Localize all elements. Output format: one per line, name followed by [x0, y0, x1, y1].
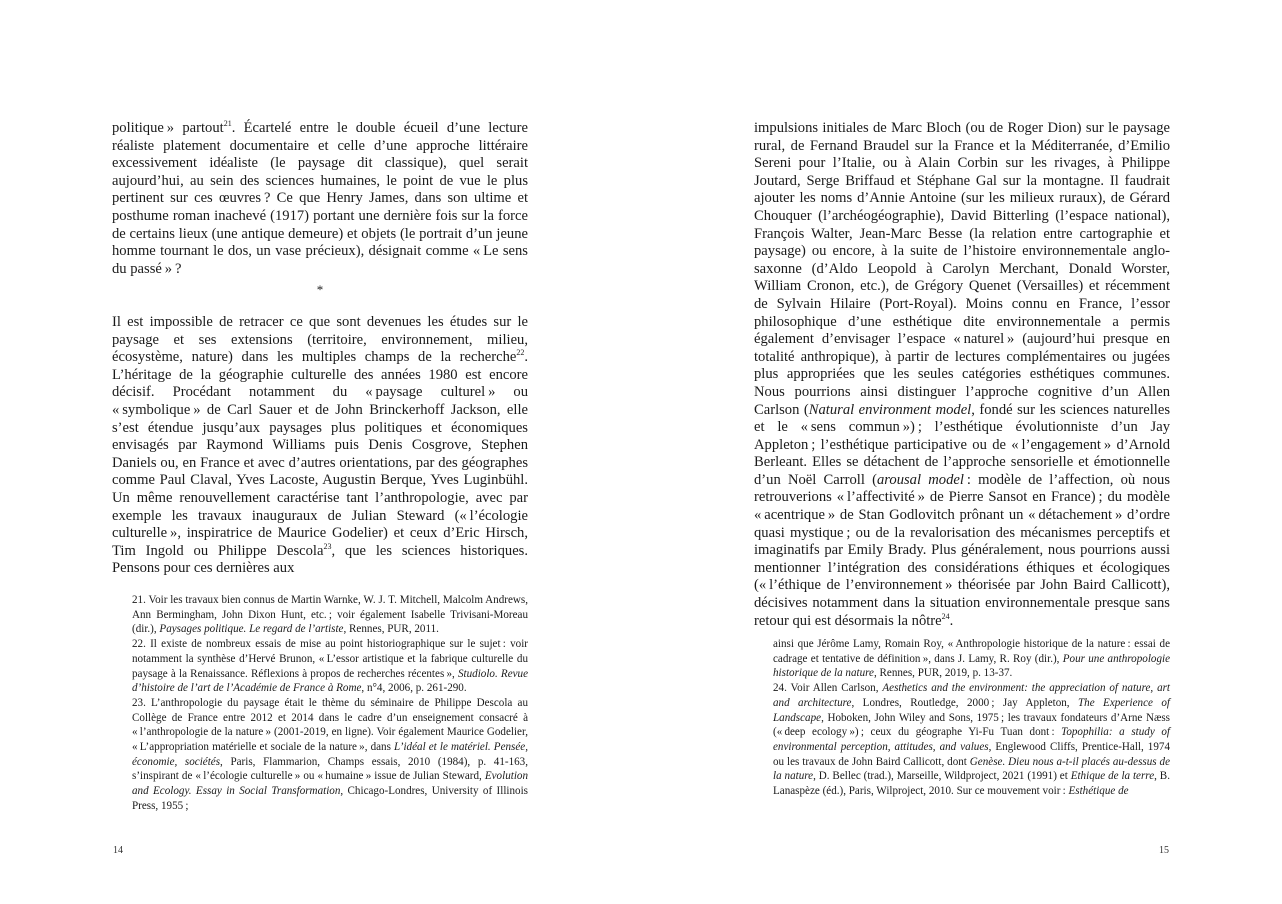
text-segment: : modèle de l’affection, où nous retrouverions « l’affectivité » de Pierre Sansot en France) ; du modèle « acentrique » de Stan Godlovitch prônant un « détachement » d’ordre quasi mystique ; ou de la revalorisation des mécanismes perceptifs et imaginatifs par Emily Brady. Plus généralement, nous pourrions aussi mentionner l’intégration des considérations éthiques et écologiques (« l’éthique de l’environnement » théorisée par John Baird Callicott), décisives notamment dans la situation environnementale presque sans retour qui est désormais la nôtre	[754, 471, 1171, 629]
footnote-23: 23. L’anthropologie du paysage était le thème du séminaire de Philippe Descola au Collège de France entre 2012 et 2014 dans le cadre d’un enseignement consacré à « l’anthropologie de la nature » (2001-2019, en ligne). Voir également Maurice Godelier, « L’appropriation matérielle et sociale de la nature », dans L’idéal et le matériel. Pensée, économie, sociétés, Paris, Flammarion, Champs essais, 2010 (1984), p. 41-163, s’inspirant de « l’écologie culturelle » ou « humaine » issue de Julian Steward, Evolution and Ecology. Essay in Social Transformation, Chicago-Londres, University of Illinois Press, 1955 ;	[132, 696, 528, 812]
right-page	[641, 0, 1282, 904]
text-segment: , fondé sur les sciences naturelles et le « sens commun ») ; l’esthétique évolutionniste d’un Jay Appleton ; l’esthétique participative ou de « l’engagement » d’Arnold Berleant. Elles se détachent de l’approche sensorielle et émotionnelle d’un Noël Carroll (	[754, 401, 1171, 488]
footnote-21: 21. Voir les travaux bien connus de Martin Warnke, W. J. T. Mitchell, Malcolm Andrews, Ann Bermingham, John Dixon Hunt, etc. ; voir également Isabelle Trivisani-Moreau (dir.), Paysages politique. Le regard de l’artiste, Rennes, PUR, 2011.	[132, 594, 528, 636]
page-number-right: 15	[1159, 845, 1169, 856]
text-segment: .	[949, 612, 954, 629]
page-number-left: 14	[113, 845, 123, 856]
right-paragraph	[754, 120, 1170, 630]
text-segment: . Écartelé entre le double écueil d’une lecture réaliste platement documentaire et celle d’une approche littéraire excessivement idéaliste (le paysage dit classique), quel serait aujourd’hui, au sein des sciences humaines, le point de vue le plus pertinent sur ces œuvres ? Ce que Henry James, dans son ultime et posthume roman inachevé (1917) portant une dernière fois sur la force de certains lieux (une antique demeure) et objets (le portrait d’un jeune homme tournant le dos, un vase précieux), désignait comme « Le sens du passé » ?	[112, 120, 528, 277]
section-separator: *	[316, 282, 324, 297]
footnote-23-continued: ainsi que Jérôme Lamy, Romain Roy, « Anthropologie historique de la nature : essai de cadrage et tentative de définition », dans J. Lamy, R. Roy (dir.), Pour une anthropologie historique de la nature, Rennes, PUR, 2019, p. 13-37.	[773, 638, 1170, 680]
right-footnotes	[773, 637, 1170, 799]
text-segment: Il est impossible de retracer ce que sont devenues les études sur le paysage et ses extensions (territoire, environnement, milieu, écosystème, nature) dans les multiples champs de la recherche	[112, 314, 528, 366]
footnote-22: 22. Il existe de nombreux essais de mise au point historiographique sur le sujet : voir notamment la synthèse d’Hervé Brunon, « L’essor artistique et la fabrique culturelle du paysage à la Renaissance. Réflexions à propos de recherches récentes », Studiolo. Revue d’histoire de l’art de l’Académie de France à Rome, n°4, 2006, p. 261-290.	[132, 638, 529, 695]
text-segment: . L’héritage de la géographie culturelle des années 1980 est encore décisif. Procédant notamment du « paysage culturel » ou « symbolique » de Carl Sauer et de John Brinckerhoff Jackson, elle s’est étendue jusqu’aux paysages plus politiques et économiques envisagés par Raymond Williams puis Denis Cosgrove, Stephen Daniels ou, en France et avec d’autres orientations, par des géographes comme Paul Claval, Yves Lacoste, Augustin Berque, Yves Luginbühl. Un même renouvellement caractérise tant l’anthropologie, avec par exemple les travaux inauguraux de Julian Steward (« l’écologie culturelle », inspiratrice de Maurice Godelier) et ceux d’Eric Hirsch, Tim Ingold ou Philippe Descola	[112, 349, 528, 559]
text-segment: , que les sciences historiques. Pensons pour ces dernières aux	[112, 542, 528, 577]
left-paragraph-1	[112, 120, 528, 278]
footnote-ref-22[interactable]: 22	[516, 348, 525, 358]
footnote-ref-24[interactable]: 24	[941, 611, 950, 621]
italic-term: arousal model	[876, 471, 964, 488]
left-footnotes	[132, 593, 528, 814]
text-segment: impulsions initiales de Marc Bloch (ou de Roger Dion) sur le paysage rural, de Fernand Braudel sur la France et la Méditerranée, d’Emilio Sereni pour l’Italie, ou à Alain Corbin sur les rivages, à Philippe Joutard, Serge Briffaud et Stéphane Gal sur la montagne. Il faudrait ajouter les noms d’Annie Antoine (sur les milieux ruraux), de Gérard Chouquer (l’archéogéographie), David Bitterling (l’espace national), François Walter, Jean-Marc Besse (la relation entre cartographie et paysage) ou encore, à la suite de l’histoire environnementale anglo-saxonne (d’Aldo Leopold à Carolyn Merchant, Donald Worster, William Cronon, etc.), de Grégory Quenet (Versailles) et récemment de Sylvain Hilaire (Port-Royal). Moins connu en France, l’essor philosophique d’une esthétique dite environnementale a permis également d’envisager l’espace « naturel » (aujourd’hui presque en totalité anthropique), à partir de lectures complémentaires ou jugées plus appropriées que les seules catégories esthétiques communes. Nous pourrions ainsi distinguer l’approche cognitive d’un Allen Carlson (	[754, 120, 1170, 418]
italic-term: Natural environment model	[808, 401, 972, 418]
left-paragraph-2	[112, 314, 528, 578]
footnote-ref-23[interactable]: 23	[323, 541, 332, 551]
footnote-ref-21[interactable]: 21	[223, 119, 232, 129]
text-segment: politique » partout	[112, 120, 224, 136]
footnote-24: 24. Voir Allen Carlson, Aesthetics and the environment: the appreciation of nature, art and architecture, Londres, Routledge, 2000 ; Jay Appleton, The Experience of Landscape, Hoboken, John Wiley and Sons, 1975 ; les travaux fondateurs d’Arne Næss (« deep ecology ») ; ceux du géographe Yi-Fu Tuan dont : Topophilia: a study of environmental perception, attitudes, and values, Englewood Cliffs, Prentice-Hall, 1974 ou les travaux de John Baird Callicott, dont Genèse. Dieu nous a-t-il placés au-dessus de la nature, D. Bellec (trad.), Marseille, Wildproject, 2021 (1991) et Ethique de la terre, B. Lanaspèze (éd.), Paris, Wilproject, 2010. Sur ce mouvement voir : Esthétique de	[773, 682, 1171, 798]
